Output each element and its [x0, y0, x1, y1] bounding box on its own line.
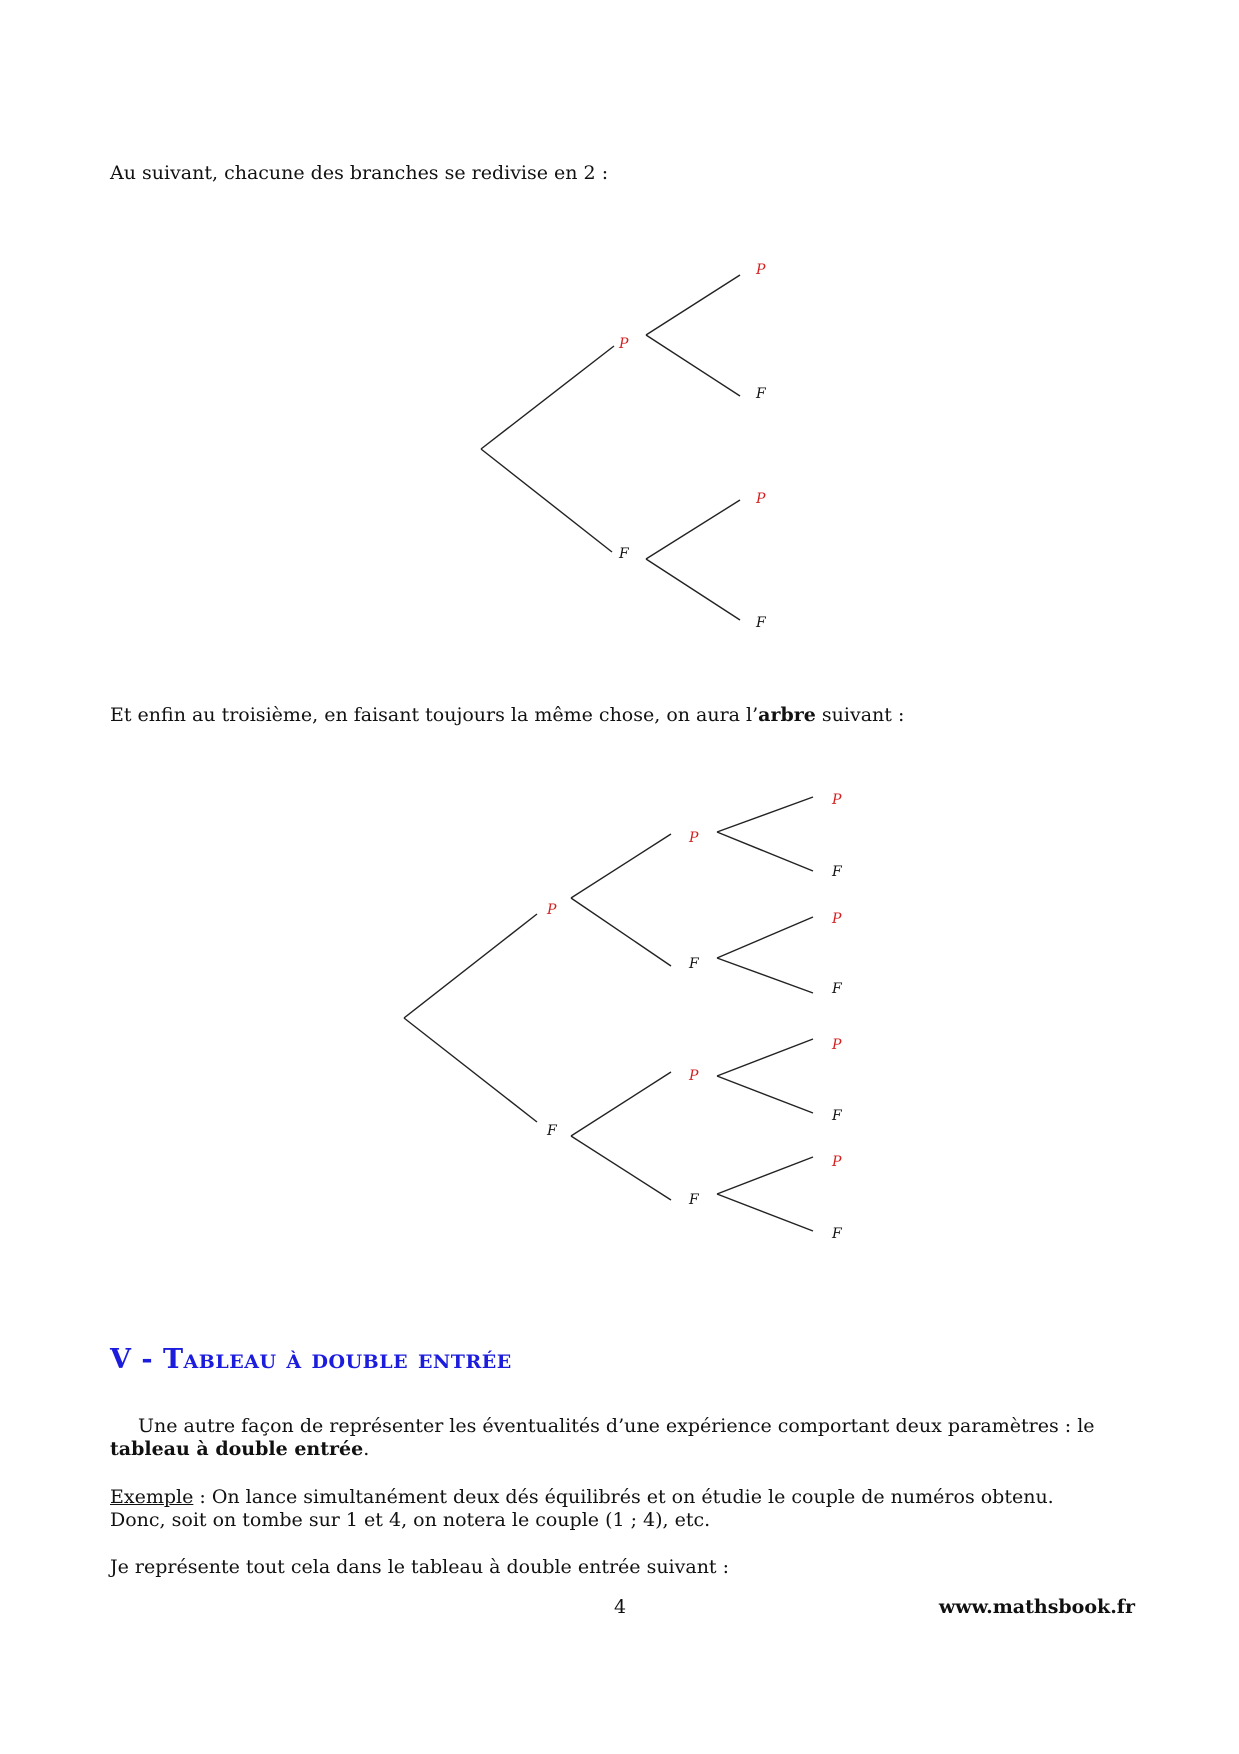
- tree-three-levels: [0, 780, 1239, 1260]
- closing-text: Je représente tout cela dans le tableau à double entrée suivant :: [110, 1556, 730, 1578]
- branch: [571, 1072, 671, 1136]
- intro-third-level: [110, 704, 1140, 727]
- example-text: : On lance simultanément deux dés équilibrés et on étudie le couple de numéros obtenu.: [193, 1486, 1054, 1508]
- branch: [717, 1157, 813, 1194]
- branch: [717, 1194, 813, 1231]
- branch: [646, 500, 740, 559]
- node-label-pile: P: [547, 902, 557, 918]
- example-line-2: Donc, soit on tombe sur 1 et 4, on notera le couple (1 ; 4), etc.: [110, 1509, 711, 1531]
- section-heading: [110, 1344, 512, 1375]
- node-label-pile: P: [689, 830, 699, 846]
- paragraph-text-start: Une autre façon de représenter les éventualités d’une expérience comportant deux paramètres : le: [138, 1415, 1095, 1437]
- example-line-1: [110, 1486, 1140, 1509]
- section-paragraph: [110, 1415, 1140, 1461]
- node-label-face: F: [689, 1192, 699, 1208]
- paragraph-text-end: .: [363, 1438, 370, 1460]
- section-title-text: Tableau à double entrée: [162, 1344, 512, 1375]
- branch: [404, 1018, 537, 1122]
- closing-line: [110, 1556, 1140, 1579]
- node-label-face: F: [689, 956, 699, 972]
- node-label-face: F: [832, 981, 842, 997]
- intro-third-text-start: Et enfin au troisième, en faisant toujours la même chose, on aura l’: [110, 704, 759, 726]
- branch: [571, 898, 671, 966]
- intro-second-level: [110, 162, 1140, 185]
- section-number: V: [110, 1344, 132, 1375]
- section-separator: -: [131, 1344, 163, 1375]
- node-label-face: F: [756, 386, 766, 402]
- intro-second-text: Au suivant, chacune des branches se redivise en 2 :: [110, 162, 609, 184]
- example-label: Exemple: [110, 1486, 194, 1508]
- page-number: 4: [613, 1596, 627, 1618]
- node-label-pile: P: [689, 1068, 699, 1084]
- node-label-pile: P: [619, 336, 629, 352]
- branch: [404, 914, 537, 1018]
- node-label-face: F: [547, 1123, 557, 1139]
- node-label-face: F: [619, 546, 629, 562]
- branch: [646, 335, 740, 396]
- node-label-pile: P: [756, 491, 766, 507]
- intro-third-text-end: suivant :: [815, 704, 905, 726]
- website-link[interactable]: www.mathsbook.fr: [938, 1596, 1135, 1618]
- node-label-pile: P: [832, 1037, 842, 1053]
- node-label-pile: P: [832, 792, 842, 808]
- branch: [717, 832, 813, 871]
- node-label-face: F: [832, 1226, 842, 1242]
- branch: [717, 958, 813, 993]
- node-label-pile: P: [832, 1154, 842, 1170]
- node-label-face: F: [832, 1108, 842, 1124]
- node-label-pile: P: [832, 911, 842, 927]
- branch: [571, 834, 671, 898]
- branch: [717, 917, 813, 958]
- branch: [717, 1039, 813, 1076]
- tree-two-levels: [0, 250, 1239, 670]
- node-label-face: F: [832, 864, 842, 880]
- term-tableau: tableau à double entrée: [110, 1438, 364, 1460]
- branch: [646, 275, 740, 335]
- branch: [481, 449, 612, 552]
- branch: [646, 559, 740, 620]
- example-block: [110, 1486, 1140, 1532]
- term-arbre: arbre: [758, 704, 816, 726]
- branch: [717, 1076, 813, 1113]
- node-label-pile: P: [756, 262, 766, 278]
- branch: [717, 797, 813, 832]
- branch: [481, 346, 614, 449]
- branch: [571, 1136, 671, 1200]
- node-label-face: F: [756, 615, 766, 631]
